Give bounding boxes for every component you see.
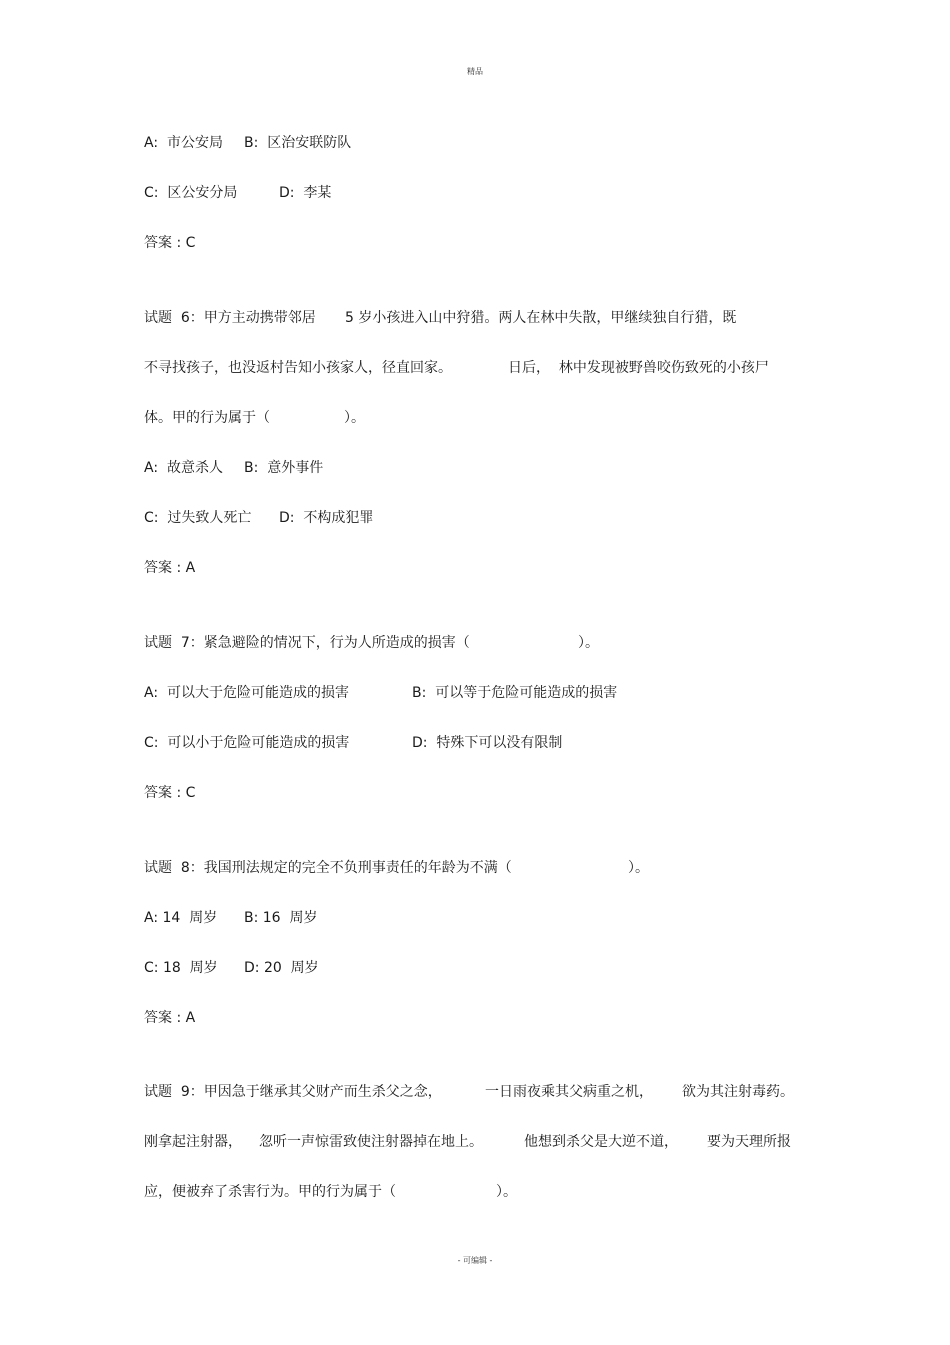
q7-option-b: B: 可以等于危险可能造成的损害 (412, 685, 618, 701)
q6-options-ab (144, 459, 324, 513)
q6-options-cd (144, 509, 374, 563)
q9-stem-1b: 一日雨夜乘其父病重之机， (485, 1084, 653, 1100)
q5-option-c: C: 区公安分局 (144, 185, 238, 201)
q6-option-d: D: 不构成犯罪 (279, 510, 374, 526)
q6-stem-line-1 (144, 309, 737, 363)
q6-answer: 答案 : A (144, 560, 196, 576)
q8-option-a: A: 14 周岁 (144, 910, 218, 926)
q5-options-cd (144, 184, 332, 238)
q9-stem-2a: 刚拿起注射器， (144, 1134, 242, 1150)
q8-option-d: D: 20 周岁 (244, 960, 319, 976)
q7-option-a: A: 可以大于危险可能造成的损害 (144, 685, 349, 701)
q7-options-cd (144, 734, 563, 788)
q7-stem-b: ）。 (578, 635, 599, 651)
q8-stem-b: ）。 (628, 860, 649, 876)
q5-option-b: B: 区治安联防队 (244, 135, 352, 151)
q9-stem-1c: 欲为其注射毒药。 (682, 1084, 794, 1100)
q8-answer: 答案 : A (144, 1010, 196, 1026)
q7-option-c: C: 可以小于危险可能造成的损害 (144, 735, 350, 751)
q6-stem-3a: 体。甲的行为属于（ (144, 410, 270, 426)
page-footer: - 可编辑 - (457, 1256, 493, 1265)
q9-stem-3b: ）。 (496, 1184, 517, 1200)
q5-option-d: D: 李某 (279, 185, 332, 201)
q8-stem (144, 859, 649, 913)
q9-stem-2b: 忽听一声惊雷致使注射器掉在地上。 (259, 1134, 483, 1150)
q7-answer: 答案 : C (144, 785, 196, 801)
q8-option-b: B: 16 周岁 (244, 910, 318, 926)
q7-options-ab (144, 684, 618, 738)
q7-stem-a: 试题 7：紧急避险的情况下，行为人所造成的损害（ (144, 635, 470, 651)
q6-stem-2b: 日后， 林中发现被野兽咬伤致死的小孩尸 (508, 360, 769, 376)
q9-stem-line-3 (144, 1183, 517, 1237)
q9-stem-2c: 他想到杀父是大逆不道， (524, 1134, 678, 1150)
q5-option-a: A: 市公安局 (144, 135, 223, 151)
q6-stem-line-2 (144, 359, 769, 413)
q5-answer: 答案 : C (144, 235, 196, 251)
q6-stem-1b: 5 岁小孩进入山中狩猎。两人在林中失散，甲继续独自行猎，既 (345, 310, 737, 326)
q6-stem-3b: ）。 (344, 410, 365, 426)
q6-stem-line-3 (144, 409, 365, 463)
q6-option-a: A: 故意杀人 (144, 460, 223, 476)
q7-stem (144, 634, 599, 688)
q6-option-c: C: 过失致人死亡 (144, 510, 252, 526)
q8-options-cd (144, 959, 319, 1013)
page-header: 精品 (467, 67, 483, 76)
q9-stem-1a: 试题 9：甲因急于继承其父财产而生杀父之念， (144, 1084, 442, 1100)
q9-stem-3a: 应，便被弃了杀害行为。甲的行为属于（ (144, 1184, 396, 1200)
q6-stem-1a: 试题 6：甲方主动携带邻居 (144, 310, 316, 326)
q8-option-c: C: 18 周岁 (144, 960, 218, 976)
q7-option-d: D: 特殊下可以没有限制 (412, 735, 563, 751)
q5-options-ab (144, 134, 352, 188)
q6-option-b: B: 意外事件 (244, 460, 324, 476)
q8-options-ab (144, 909, 318, 963)
q8-stem-a: 试题 8：我国刑法规定的完全不负刑事责任的年龄为不满（ (144, 860, 512, 876)
q6-stem-2a: 不寻找孩子，也没返村告知小孩家人，径直回家。 (144, 360, 452, 376)
q9-stem-2d: 要为天理所报 (707, 1134, 791, 1150)
